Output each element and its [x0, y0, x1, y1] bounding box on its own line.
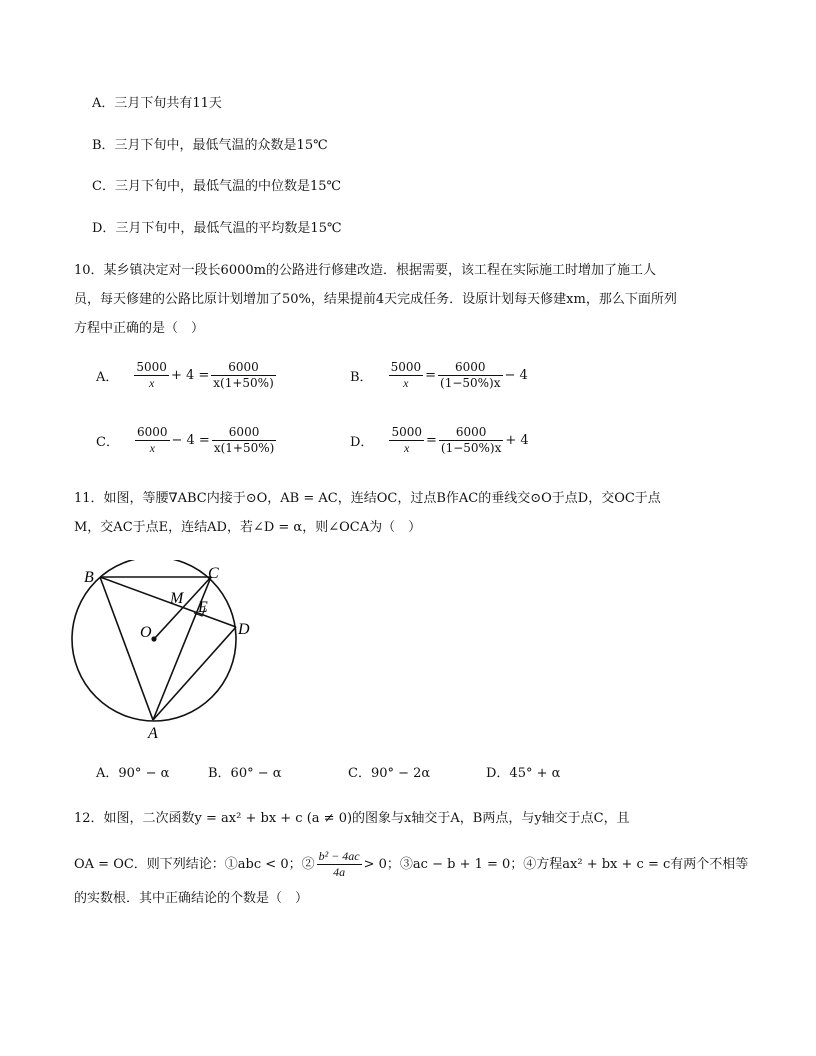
q10-stem-line3: 方程中正确的是（ ）: [74, 321, 205, 336]
q10-option-label: D．: [350, 435, 374, 450]
operator: =: [425, 433, 437, 448]
operator: + 4 =: [170, 368, 210, 383]
label-b: B: [84, 569, 94, 586]
fraction: $\frac{6000}{x(1+50\%)}$: [213, 425, 275, 455]
q12-line2-end: > 0；③ac − b + 1 = 0；④方程ax² + bx + c = c有两个不相等: [363, 856, 749, 872]
q10-option-label: C．: [96, 435, 119, 450]
q9-option-b: B．三月下旬中，最低气温的众数是15℃: [92, 138, 328, 153]
fraction: $\frac{5000}{x}$: [390, 360, 422, 390]
q10-option-label: A．: [96, 370, 119, 385]
q9-option-a: A．三月下旬共有11天: [92, 96, 222, 111]
q10-option-a: [96, 360, 278, 391]
q10-option-c: [96, 425, 278, 456]
label-o: O: [140, 624, 152, 641]
label-e: E: [198, 599, 208, 616]
label-m: M: [170, 590, 184, 607]
q12-stem-line1: 12．如图，二次函数y = ax² + bx + c (a ≠ 0)的图象与x轴交于A，B两点，与y轴交于点C，且: [74, 811, 630, 826]
label-a: A: [148, 725, 158, 742]
label-d: D: [238, 621, 250, 638]
operator: − 4 =: [171, 433, 210, 448]
circle-geometry-figure: [60, 560, 270, 745]
q11-option-d: D．45° + α: [486, 766, 561, 781]
fraction: $\frac{6000}{(1-50\%)x}$: [440, 360, 501, 390]
q12-stem-line2: [74, 849, 748, 880]
q9-option-d: D．三月下旬中，最低气温的平均数是15℃: [92, 221, 342, 236]
q11-option-a: A．90° − α: [96, 766, 170, 781]
q10-stem-line2: 员，每天修建的公路比原计划增加了50%，结果提前4天完成任务．设原计划每天修建xm，那么下面所列: [74, 292, 677, 307]
q11-option-b: B．60° − α: [208, 766, 282, 781]
q12-fraction: $\frac{\text{b² − 4ac}}{4a}$: [318, 849, 360, 879]
tail: + 4: [505, 433, 529, 448]
q9-option-c: C．三月下旬中，最低气温的中位数是15℃: [92, 179, 342, 194]
q12-stem-line3: 的实数根．其中正确结论的个数是（ ）: [74, 891, 309, 906]
fraction: $\frac{5000}{x}$: [136, 360, 167, 390]
q10-option-d: [350, 425, 529, 456]
tail: − 4: [504, 368, 528, 383]
fraction: $\frac{6000}{x(1+50\%)}$: [213, 360, 274, 390]
label-c: C: [208, 565, 219, 582]
q11-stem-line1: 11．如图，等腰∇ABC内接于⊙O，AB = AC，连结OC，过点B作AC的垂线交⊙O于点D，交OC于点: [74, 491, 661, 506]
segment-ab: [100, 577, 153, 720]
center-point: [151, 636, 156, 641]
q11-stem-line2: M，交AC于点E，连结AD，若∠D = α，则∠OCA为（ ）: [74, 520, 422, 535]
q10-option-label: B．: [350, 370, 373, 385]
q10-option-b: [350, 360, 528, 391]
operator: =: [425, 368, 437, 383]
q11-option-c: C．90° − 2α: [348, 766, 431, 781]
q12-line2-start: OA = OC．则下列结论：①abc < 0；②: [74, 856, 315, 872]
segment-ad: [153, 627, 236, 720]
fraction: $\frac{5000}{x}$: [391, 425, 422, 455]
fraction: $\frac{6000}{(1-50\%)x}$: [440, 425, 502, 455]
q10-stem-line1: 10．某乡镇决定对一段长6000m的公路进行修建改造．根据需要，该工程在实际施工时增加了施工人: [74, 263, 656, 278]
fraction: $\frac{6000}{x}$: [136, 425, 168, 455]
